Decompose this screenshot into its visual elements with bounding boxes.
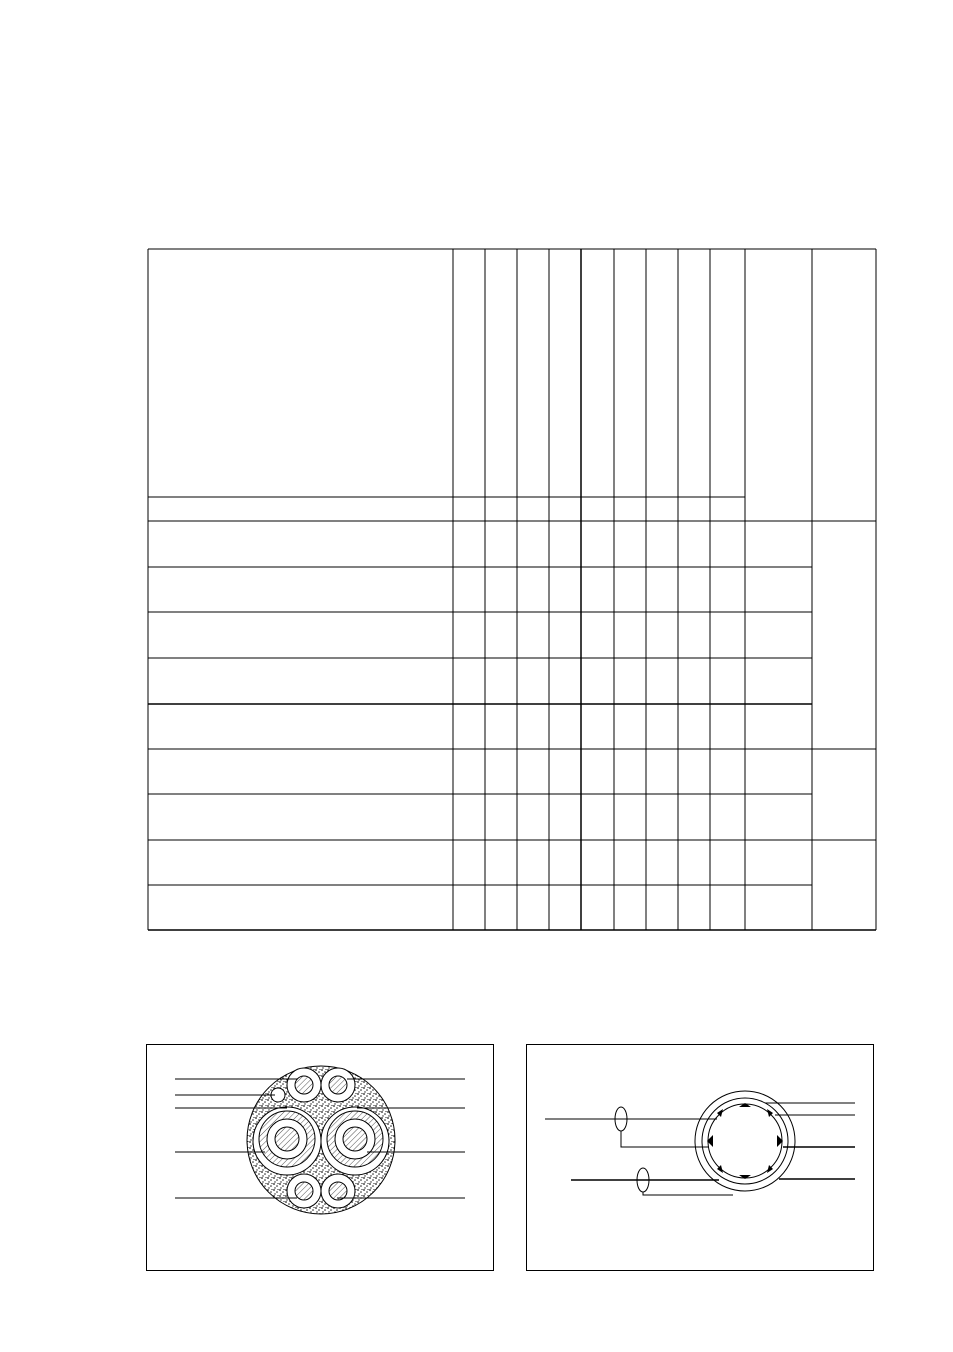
- pipe-diagram: [527, 1045, 875, 1272]
- pipe-inner: [702, 1098, 788, 1184]
- cable-cross-section-figure: [146, 1044, 494, 1271]
- pipe-cross-section-figure: [526, 1044, 874, 1271]
- large-core-left: [253, 1107, 321, 1175]
- large-core-right: [321, 1107, 389, 1175]
- cable-diagram: [147, 1045, 495, 1272]
